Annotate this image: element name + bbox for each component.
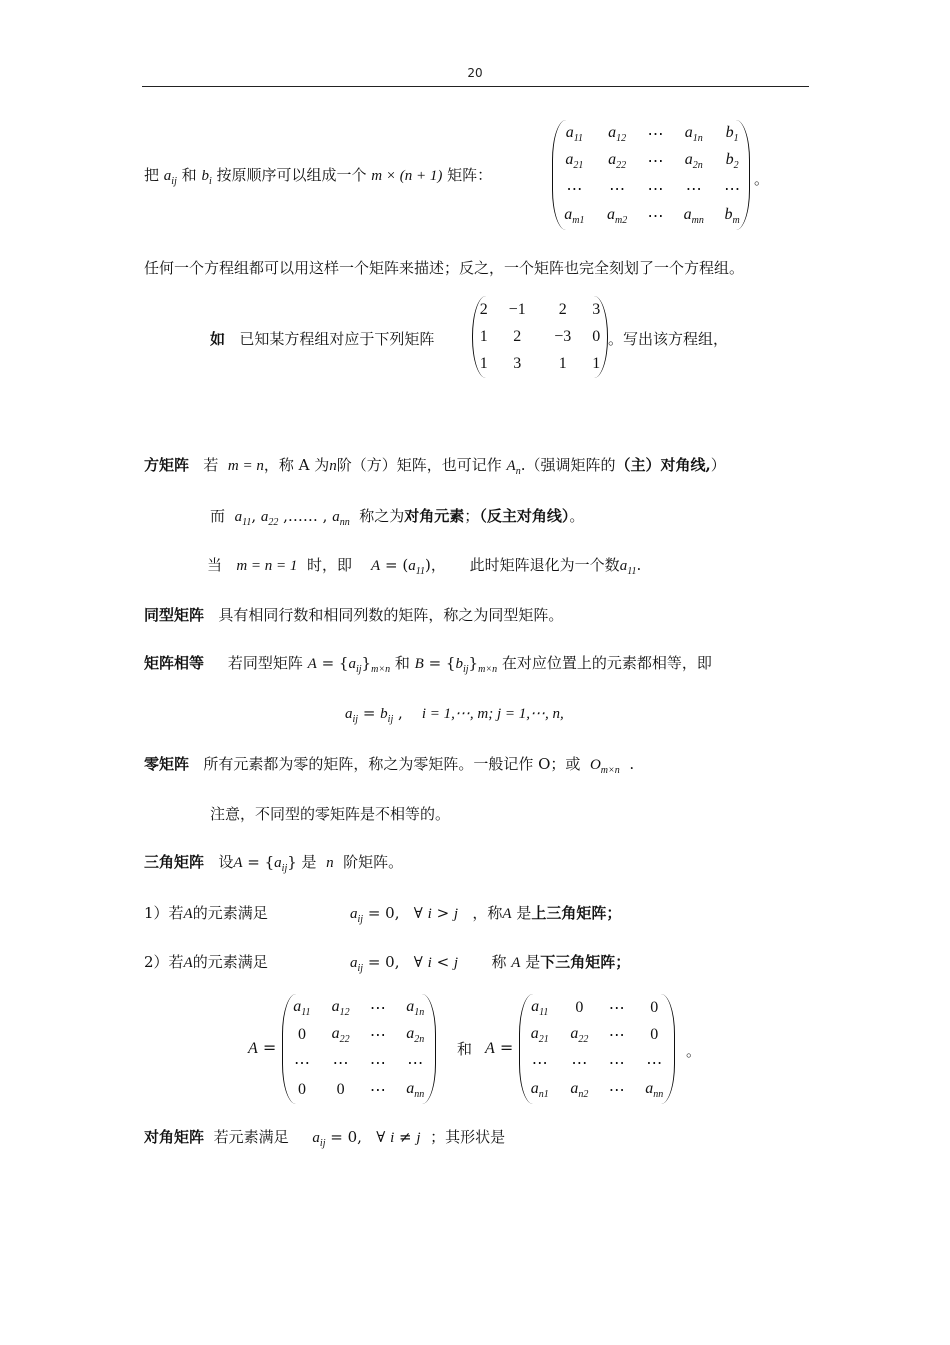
augmented-matrix-cell: ⋯: [566, 180, 583, 198]
example-line: 如 已知某方程组对应于下列矩阵: [210, 330, 435, 348]
augmented-matrix-cell: $a_{1n}$: [684, 123, 703, 144]
augmented-matrix-cell: $b_m$: [724, 206, 740, 227]
upper-matrix-cell: $a_{nn}$: [406, 1080, 425, 1101]
lower-matrix-cell: $a_{22}$: [570, 1025, 589, 1046]
aug-intro-line: 把 $a_{ij}$ 和 $b_i$ 按原顺序可以组成一个 m × (n + 1) 矩阵：: [144, 166, 493, 187]
lower-matrix-cell: ⋯: [608, 1027, 625, 1045]
when-one-line: 当 m = n = 1 时，即 $A = (a_{11})$， 此时矩阵退化为一个数$a_{11}$.: [207, 556, 642, 577]
augmented-matrix-cell: $a_{2n}$: [684, 151, 703, 172]
example-matrix-cell: 1: [479, 355, 488, 373]
upper-triangular-matrix: [282, 994, 436, 1104]
augmented-matrix-cell: ⋯: [685, 180, 702, 198]
any-system-text: 任何一个方程组都可以用这样一个矩阵来描述；反之，一个矩阵也完全刻划了一个方程组。: [144, 259, 745, 277]
example-after: 。写出该方程组，: [608, 330, 729, 348]
upper-matrix-cell: ⋯: [293, 1054, 310, 1072]
zero-matrix-def: 零矩阵 所有元素都为零的矩阵，称之为零矩阵。一般记作 O；或 $O_{m\times n}$ .: [144, 755, 635, 776]
upper-matrix-cell: $a_{2n}$: [406, 1025, 425, 1046]
augmented-matrix-cell: $a_{mn}$: [683, 206, 704, 227]
upper-matrix-cell: ⋯: [369, 1082, 386, 1100]
example-matrix-cell: −3: [554, 327, 572, 345]
and-word: 和: [457, 1040, 473, 1058]
header-rule: [142, 86, 809, 87]
augmented-matrix-cell: $a_{12}$: [608, 123, 627, 144]
equal-formula: $a_{ij} = b_{ij}$ , i = 1,⋯, m; j = 1,⋯, n,: [345, 704, 564, 725]
upper-matrix-cell: ⋯: [332, 1054, 349, 1072]
example-matrix-cell: 2: [513, 327, 522, 345]
diag-elements-line: 而 $a_{11}$, $a_{22}$ ,…… , $a_{nn}$ 称之为对角元素；（反主对角线）。: [210, 507, 585, 528]
aug-end: 。: [754, 170, 770, 188]
upper-matrix-cell: $a_{11}$: [293, 997, 311, 1018]
lower-matrix-cell: ⋯: [608, 1054, 625, 1072]
triangular-def: 三角矩阵 设$A = \{a_{ij}\}$ 是 n 阶矩阵。: [144, 853, 404, 874]
example-matrix-cell: 2: [479, 300, 488, 318]
lower-triangular-matrix: [519, 994, 675, 1104]
diagonal-matrix-def: 对角矩阵 若元素满足 $a_{ij} = 0$, ∀ i ≠ j ；其形状是: [144, 1128, 506, 1149]
lower-matrix-cell: $a_{n1}$: [530, 1080, 549, 1101]
example-matrix: [472, 296, 608, 378]
augmented-matrix-cell: $b_2$: [725, 151, 739, 172]
tri-end: 。: [686, 1042, 702, 1060]
lower-matrix-cell: ⋯: [608, 1082, 625, 1100]
matrix-equal-def: 矩阵相等 若同型矩阵 $A = \{a_{ij}\}_{m\times n}$ 和 $B = \{b_{ij}\}_{m\times n}$ 在对应位置上的元素都相等，即: [144, 654, 712, 675]
augmented-matrix: [552, 120, 750, 230]
upper-formula: $a_{ij} = 0$, ∀ i > j ，称A 是上三角矩阵；: [350, 904, 622, 925]
example-matrix-cell: 2: [558, 300, 567, 318]
upper-matrix-cell: $a_{1n}$: [406, 997, 425, 1018]
lower-matrix-cell: ⋯: [646, 1054, 663, 1072]
lower-matrix-cell: ⋯: [531, 1054, 548, 1072]
lower-matrix-cell: 0: [650, 1026, 659, 1044]
upper-matrix-cell: 0: [297, 1026, 306, 1044]
upper-matrix-cell: ⋯: [369, 1054, 386, 1072]
upper-lhs: A =: [248, 1038, 277, 1057]
lower-matrix-cell: $a_{nn}$: [645, 1080, 664, 1101]
lower-lhs: A =: [485, 1038, 514, 1057]
augmented-matrix-cell: $a_{11}$: [565, 123, 584, 144]
augmented-matrix-cell: $a_{m2}$: [607, 206, 628, 227]
augmented-matrix-cell: $a_{21}$: [565, 151, 584, 172]
lower-matrix-cell: $a_{n2}$: [570, 1080, 589, 1101]
page-number: 20: [467, 66, 483, 80]
augmented-matrix-cell: ⋯: [647, 125, 664, 143]
example-matrix-cell: 1: [592, 355, 601, 373]
square-matrix-def: 方矩阵 若 m = n，称 A 为n阶（方）矩阵，也可记作 $A_n$.（强调矩阵的（主）对角线,）: [144, 456, 726, 477]
lower-matrix-cell: $a_{11}$: [531, 997, 549, 1018]
upper-condition: 1）若A的元素满足: [144, 904, 268, 922]
example-matrix-cell: 3: [513, 355, 522, 373]
example-matrix-cell: 3: [592, 300, 601, 318]
augmented-matrix-cell: ⋯: [647, 208, 664, 226]
example-matrix-cell: 1: [558, 355, 567, 373]
lower-condition: 2）若A的元素满足: [144, 953, 268, 971]
augmented-matrix-cell: $b_1$: [725, 123, 739, 144]
lower-formula: $a_{ij} = 0$, ∀ i < j 称 A 是下三角矩阵；: [350, 953, 631, 974]
upper-matrix-cell: ⋯: [407, 1054, 424, 1072]
upper-matrix-cell: $a_{22}$: [331, 1025, 350, 1046]
lower-matrix-cell: ⋯: [608, 999, 625, 1017]
lower-matrix-cell: 0: [650, 998, 659, 1016]
example-matrix-cell: 0: [592, 327, 601, 345]
upper-matrix-cell: $a_{12}$: [331, 997, 350, 1018]
upper-matrix-cell: 0: [336, 1081, 345, 1099]
zero-note: 注意，不同型的零矩阵是不相等的。: [210, 805, 451, 823]
upper-matrix-cell: 0: [297, 1081, 306, 1099]
augmented-matrix-cell: $a_{22}$: [608, 151, 627, 172]
augmented-matrix-cell: ⋯: [724, 180, 741, 198]
upper-matrix-cell: ⋯: [369, 1027, 386, 1045]
lower-matrix-cell: 0: [575, 998, 584, 1016]
example-matrix-cell: −1: [508, 300, 526, 318]
augmented-matrix-cell: ⋯: [647, 180, 664, 198]
augmented-matrix-cell: ⋯: [647, 153, 664, 171]
augmented-matrix-cell: $a_{m1}$: [564, 206, 585, 227]
lower-matrix-cell: $a_{21}$: [530, 1025, 549, 1046]
upper-matrix-cell: ⋯: [369, 999, 386, 1017]
augmented-matrix-cell: ⋯: [609, 180, 626, 198]
lower-matrix-cell: ⋯: [571, 1054, 588, 1072]
example-matrix-cell: 1: [479, 327, 488, 345]
same-type-def: 同型矩阵 具有相同行数和相同列数的矩阵，称之为同型矩阵。: [144, 606, 564, 624]
